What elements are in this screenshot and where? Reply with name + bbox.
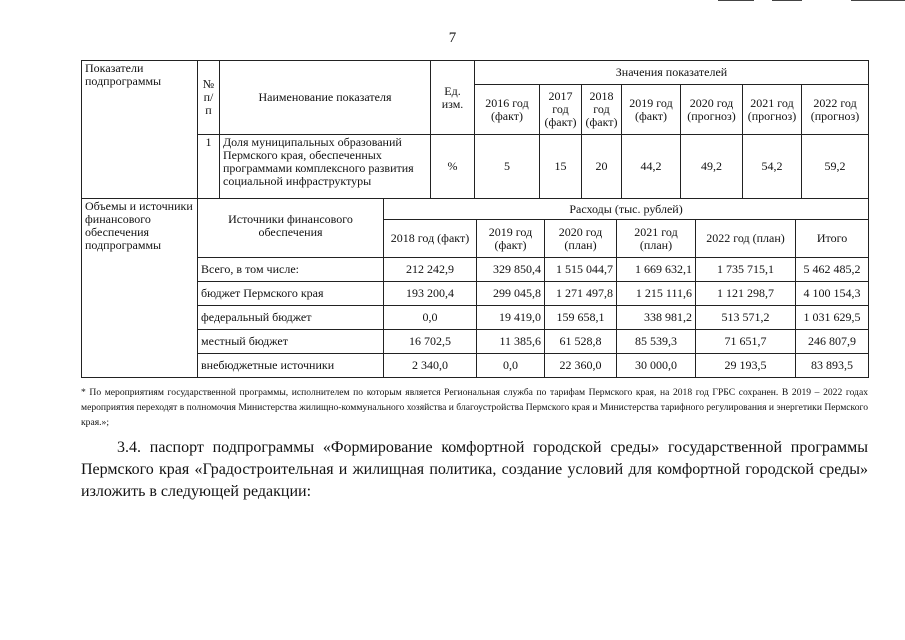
amount-cell: 16 702,5 bbox=[384, 330, 477, 354]
values-header: Значения показателей bbox=[475, 61, 869, 85]
amount-cell: 19 419,0 bbox=[477, 306, 545, 330]
amount-cell: 1 271 497,8 bbox=[545, 282, 617, 306]
sources-header: Источники финансового обеспечения bbox=[198, 199, 384, 258]
indicator-value: 20 bbox=[582, 135, 622, 199]
unit-header: Ед. изм. bbox=[431, 61, 475, 135]
amount-cell: 61 528,8 bbox=[545, 330, 617, 354]
amount-cell: 1 215 111,6 bbox=[617, 282, 696, 306]
amount-cell: 29 193,5 bbox=[696, 354, 796, 378]
year-header: 2022 год (план) bbox=[696, 220, 796, 258]
footnote: * По мероприятиям государственной программы, исполнителем по которым является Региональная служба по тарифам Пермского края, на 2018 год ГРБС сохранен. В 2019 – 2022 годах мероприятия переходят в полномочия Министерства жилищно-коммунального хозяйства и благоустройства Пермского края и Министерства тарифного регулирования и энергетики Пермского края.»; bbox=[81, 387, 868, 428]
indicators-table bbox=[81, 60, 869, 199]
year-header: 2019 год (факт) bbox=[622, 85, 681, 135]
year-header: 2018 год (факт) bbox=[384, 220, 477, 258]
amount-cell: 329 850,4 bbox=[477, 258, 545, 282]
source-label: бюджет Пермского края bbox=[198, 282, 384, 306]
amount-cell: 193 200,4 bbox=[384, 282, 477, 306]
amount-cell: 513 571,2 bbox=[696, 306, 796, 330]
year-header: Итого bbox=[796, 220, 869, 258]
table-row bbox=[82, 354, 869, 378]
indicator-value: 44,2 bbox=[622, 135, 681, 199]
indicator-unit: % bbox=[431, 135, 475, 199]
year-header: 2020 год (прогноз) bbox=[681, 85, 743, 135]
amount-cell: 11 385,6 bbox=[477, 330, 545, 354]
row-number: 1 bbox=[198, 135, 220, 199]
table-row bbox=[82, 306, 869, 330]
year-header: 2016 год (факт) bbox=[475, 85, 540, 135]
year-header: 2019 год (факт) bbox=[477, 220, 545, 258]
section-label-indicators: Показатели подпрограммы bbox=[82, 61, 198, 199]
table-row bbox=[82, 282, 869, 306]
expenses-header: Расходы (тыс. рублей) bbox=[384, 199, 869, 220]
finance-table bbox=[81, 198, 869, 378]
amendment-paragraph bbox=[81, 437, 868, 503]
amount-cell: 159 658,1 bbox=[545, 306, 617, 330]
top-edge-mark bbox=[851, 0, 905, 1]
amount-cell: 1 121 298,7 bbox=[696, 282, 796, 306]
table-row bbox=[82, 330, 869, 354]
paragraph-line: Пермского края «Градостроительная и жилищная политика, создание условий для комфортной городской среды» bbox=[81, 461, 868, 478]
amount-cell: 1 669 632,1 bbox=[617, 258, 696, 282]
amount-cell: 83 893,5 bbox=[796, 354, 869, 378]
section-label-finance: Объемы и источники финансового обеспечения подпрограммы bbox=[82, 199, 198, 378]
page-number: 7 bbox=[448, 30, 457, 46]
year-header: 2021 год (прогноз) bbox=[743, 85, 802, 135]
year-header: 2018 год (факт) bbox=[582, 85, 622, 135]
table-row bbox=[82, 258, 869, 282]
paragraph-line: изложить в следующей редакции: bbox=[81, 483, 312, 500]
num-header: № п/п bbox=[198, 61, 220, 135]
amount-cell: 30 000,0 bbox=[617, 354, 696, 378]
amount-cell: 4 100 154,3 bbox=[796, 282, 869, 306]
year-header: 2021 год (план) bbox=[617, 220, 696, 258]
source-label: местный бюджет bbox=[198, 330, 384, 354]
amount-cell: 0,0 bbox=[384, 306, 477, 330]
year-header: 2020 год (план) bbox=[545, 220, 617, 258]
amount-cell: 338 981,2 bbox=[617, 306, 696, 330]
indicator-name: Доля муниципальных образований Пермского края, обеспеченных программами комплексного развития социальной инфраструктуры bbox=[220, 135, 431, 199]
amount-cell: 71 651,7 bbox=[696, 330, 796, 354]
amount-cell: 246 807,9 bbox=[796, 330, 869, 354]
year-header: 2022 год (прогноз) bbox=[802, 85, 869, 135]
amount-cell: 2 340,0 bbox=[384, 354, 477, 378]
source-label: внебюджетные источники bbox=[198, 354, 384, 378]
amount-cell: 212 242,9 bbox=[384, 258, 477, 282]
indicator-value: 49,2 bbox=[681, 135, 743, 199]
year-header: 2017 год (факт) bbox=[540, 85, 582, 135]
source-label: Всего, в том числе: bbox=[198, 258, 384, 282]
amount-cell: 299 045,8 bbox=[477, 282, 545, 306]
indicator-value: 59,2 bbox=[802, 135, 869, 199]
indicator-value: 5 bbox=[475, 135, 540, 199]
top-edge-mark bbox=[718, 0, 754, 1]
amount-cell: 5 462 485,2 bbox=[796, 258, 869, 282]
amount-cell: 1 735 715,1 bbox=[696, 258, 796, 282]
name-header: Наименование показателя bbox=[220, 61, 431, 135]
indicator-value: 54,2 bbox=[743, 135, 802, 199]
amount-cell: 1 031 629,5 bbox=[796, 306, 869, 330]
source-label: федеральный бюджет bbox=[198, 306, 384, 330]
amount-cell: 0,0 bbox=[477, 354, 545, 378]
indicator-value: 15 bbox=[540, 135, 582, 199]
amount-cell: 1 515 044,7 bbox=[545, 258, 617, 282]
top-edge-mark bbox=[772, 0, 802, 1]
amount-cell: 22 360,0 bbox=[545, 354, 617, 378]
amount-cell: 85 539,3 bbox=[617, 330, 696, 354]
paragraph-line: 3.4. паспорт подпрограммы «Формирование комфортной городской среды» государственной программы bbox=[117, 439, 868, 456]
